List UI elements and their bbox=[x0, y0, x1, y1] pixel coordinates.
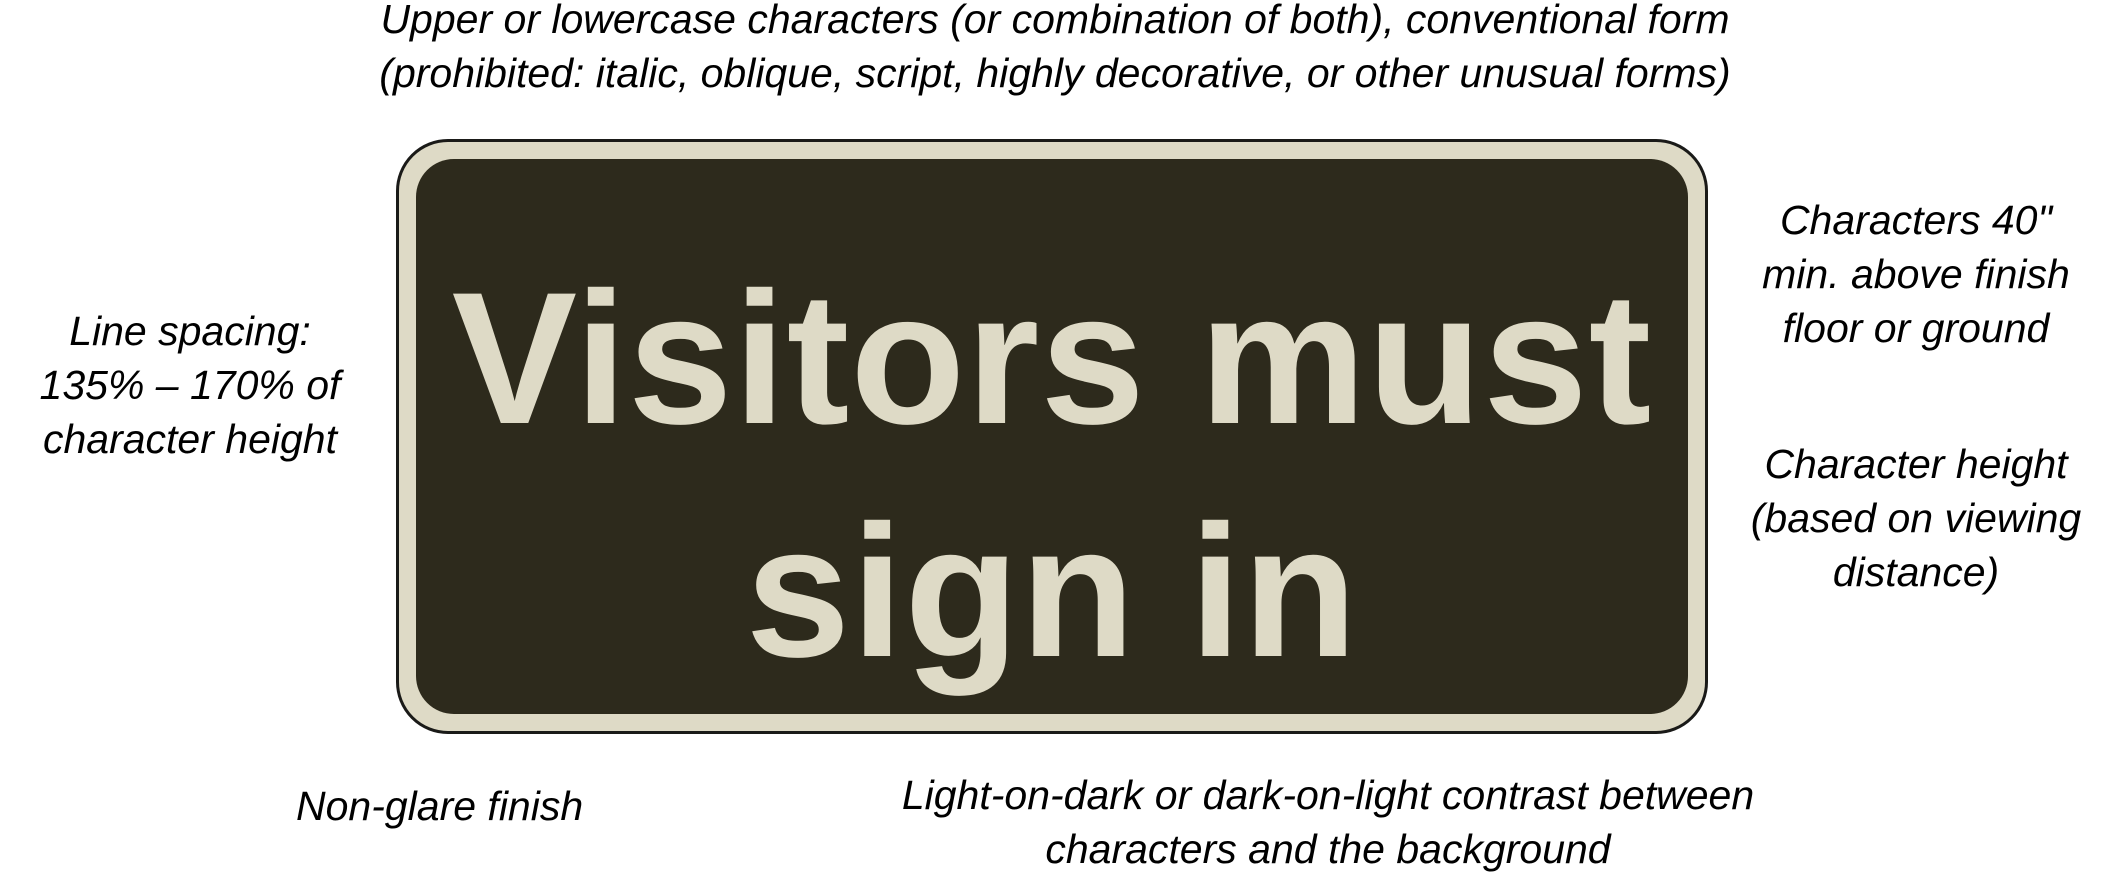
caption-typeface-form bbox=[300, 0, 1810, 100]
caption-line: Character height bbox=[1764, 441, 2068, 487]
caption-line: floor or ground bbox=[1782, 305, 2050, 351]
caption-line: (prohibited: italic, oblique, script, highly decorative, or other unusual forms) bbox=[379, 50, 1731, 96]
caption-character-height bbox=[1730, 437, 2102, 599]
caption-line: Characters 40" bbox=[1779, 197, 2053, 243]
caption-line: Light-on-dark or dark-on-light contrast between bbox=[901, 772, 1755, 818]
sign-text-line-1: Visitors must bbox=[451, 253, 1653, 463]
caption-line: (based on viewing bbox=[1750, 495, 2082, 541]
caption-contrast bbox=[848, 768, 1808, 876]
caption-line: characters and the background bbox=[1045, 826, 1611, 872]
caption-line: character height bbox=[42, 416, 337, 462]
caption-line: Line spacing: bbox=[69, 308, 311, 354]
sign-text-line-2: sign in bbox=[745, 486, 1359, 696]
caption-line: distance) bbox=[1832, 549, 2000, 595]
sign-face bbox=[416, 159, 1688, 714]
caption-mounting-height bbox=[1730, 193, 2102, 355]
caption-line-spacing bbox=[10, 304, 370, 466]
caption-non-glare: Non-glare finish bbox=[296, 783, 584, 829]
caption-line: min. above finish bbox=[1762, 251, 2070, 297]
caption-line: Upper or lowercase characters (or combination of both), conventional form bbox=[380, 0, 1730, 42]
sign-panel bbox=[396, 139, 1708, 734]
caption-line: 135% – 170% of bbox=[39, 362, 341, 408]
